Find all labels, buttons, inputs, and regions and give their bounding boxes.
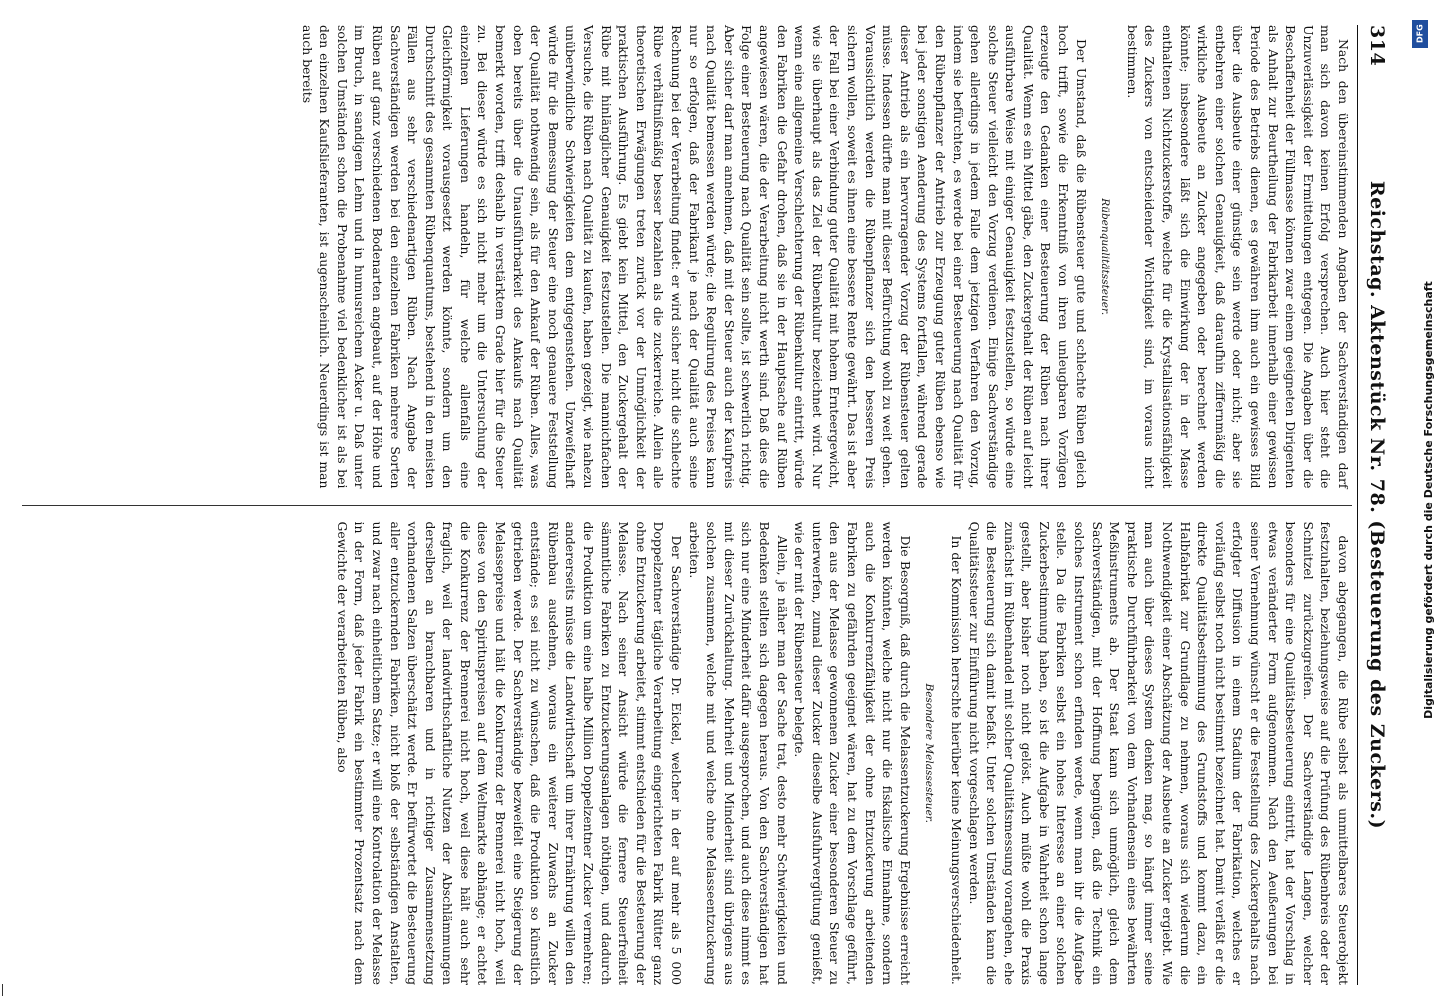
text-columns [22,25,1352,985]
right-column [22,522,1352,986]
paragraph: Allein, je näher man der Sache trat, desto mehr Schwierigkeiten und Bedenken stellten sich dagegen heraus. Von den Sachverständigen hat sich nur eine Minderheit dafür ausgesprochen, und auch diese nimmt es mit dieser Zurückhaltung. Mehrheit und Minderheit sind übrigens aus solchen zusammen, welche mit und welche ohne Melasseentzuckerung arbeiten. [686,521,790,985]
page-header [1362,25,1392,985]
header-rule [1357,25,1358,985]
section-heading: Rübenqualitätssteuer. [1099,198,1112,316]
paragraph: In der Kommission herrschte hierüber keine Meinungsverschiedenheit. [948,535,964,985]
page-number: 314 [1366,25,1388,67]
dfg-logo: DFG [1412,20,1428,48]
paragraph: Die Besorgniß, daß durch die Melassentzuckerung Ergebnisse erreicht werden könnten, welche nicht nur die fiskalische Einnahme, sondern auch die Konkurrenzfähigkeit der ohne Entzuckerung arbeitenden Fabriken zu gefährden geeignet wären, hat zu dem Vorschlage geführt, den aus der Melasse gewonnenen Zucker einer besonderen Steuer zu unterwerfen, zumal dieser Zucker dieselbe Ausfuhrvergütung genießt, wie der mit der Rübensteuer belegte. [792,521,913,985]
section-heading: Besondere Melassesteuer. [923,683,936,823]
scan-corner-mark [2,984,7,996]
digitization-credit [1406,20,1435,980]
paragraph: Der Umstand, daß die Rübensteuer gute und schlechte Rüben gleich hoch trifft, sowie die Erkenntniß von ihren unleugbaren Vorzügen erzeugte den Gedanken einer Besteuerung der Rüben nach ihrer Qualität. Wenn es ein Mittel gäbe, den Zuckergehalt der Rüben auf leicht ausführbare Weise mit einiger Genauigkeit festzustellen, so würde eine solche Steuer vielleicht den Vorzug verdienen. Einige Sachverständige gehen allerdings in jedem Falle dem jetzigen Verfahren den Vorzug, indem sie befürchten, es werde bei einer Besteuerung nach Qualität für den Rübenpflanzer der Antrieb zur Erzeugung guter Rüben ebenso wie bei jeder sonstigen Aenderung des Systems fortfallen, während gerade dieser Antrieb als ein hervorragender Vorzug der Rübensteuer gelten müsse. Indessen dürfte man mit dieser Befürchtung wohl zu weit gehen. Voraussichtlich werden die Rübenpflanzer sich den besseren Preis sichern wollen, soweit es ihnen eine bessere Rente gewährt. Das ist aber der Fall bei einer Verbindung guter Qualität mit hohem Ernteergewicht, wie sie überhaupt als das Ziel der Rübenkultur bezeichnet wird. Nur wenn eine allgemeine Verschlechterung der Rübenkultur eintritt, würde den Fabriken die Gefahr drohen, daß sie in der Hauptsache auf Rüben angewiesen wären, die der Verarbeitung nicht werth sind. Daß dies die Folge einer Besteuerung nach Qualität sein sollte, ist schwerlich richtig. Aber sicher darf man annehmen, daß mit der Steuer auch der Kaufpreis nach Qualität bemessen werden würde; die Regulirung des Preises kann nur so erfolgen, daß der Fabrikant je nach der Qualität auch seine Rechnung bei der Verarbeitung findet: er wird sicher nicht die schlechte Rübe verhältnißmäßig besser bezahlen als die zuckerreiche. Allein alle theoretischen Erwägungen treten zurück vor der Unmöglichkeit der praktischen Ausführung. Es giebt kein Mittel, den Zuckergehalt der Rübe mit hinlänglicher Genauigkeit festzustellen. Die mannichfachen Versuche, die Rüben nach Qualität zu kaufen, haben gezeigt, wie nahezu unüberwindliche Schwierigkeiten dem entgegenstehen. Unzweifelhaft würde für die Bemessung der Steuer eine noch genauere Feststellung der Qualität nothwendig sein, als für den Ankauf der Rüben. Alles, was oben bereits über die Unausführbarkeit des Ankaufs nach Qualität bemerkt worden, trifft deshalb in verstärktem Grade hier für die Steuer zu. Bei dieser würde es sich nicht mehr um die Untersuchung der einzelnen Lieferungen handeln, für welche allenfalls eine Gleichförmigkeit vorausgesetzt werden könnte, sondern um den Durchschnitt des gesammten Rübenquantums, bestehend in den meisten Fällen aus sehr verschiedenartigen Rüben. Nach Angabe der Sachverständigen werden bei den einzelnen Fabriken mehrere Sorten Rüben auf ganz verschiedenen Bodenarten angebaut, auf der Höhe und im Bruch, in sandigem Lehm und in humusreichem Acker u. Daß unter solchen Umständen schon die Probenahme viel bedenklicher ist als bei den einzelnen Kaufslieferanten, ist augenscheinlich. Neuerdings ist man auch bereits [299,25,1089,489]
credit-text: Digitalisierung gefördert durch die Deutsche Forschungsgemeinschaft [1422,281,1435,719]
paragraph: Nach den übereinstimmenden Angaben der Sachverständigen darf man sich davon keinen Erfolg versprechen. Auch hier steht die Unzuverlässigkeit der Ermittelungen entgegen. Die Angaben über die Beschaffenheit der Füllmasse können zwar einem geeigneten Dirigenten als Anhalt zur Beurtheilung der Fabrikarbeit innerhalb einer gewissen Periode des Betriebs dienen, es gewähren ihm auch ein gewisses Bild über die Ausbeute einer günstige sein werde oder nicht; aber sie entbehren einer solchen Genauigkeit, daß daraufhin ziffernmäßig die wirkliche Ausbeute an Zucker angegeben oder berechnet werden könnte; insbesondere läßt sich die Einwirkung der in der Masse enthaltenen Nichtzuckerstoffe, welche für die Krystallisationsfähigkeit des Zuckers von entscheidender Wichtigkeit sind, im voraus nicht bestimmen. [1124,25,1351,489]
column-divider [22,505,1352,506]
paragraph: Der Sachverständige Dr. Eickel, welcher in der auf mehr als 5 000 Doppelzentner tägliche Verarbeitung eingerichteten Fabrik Rütter ganz ohne Entzuckerung arbeitet, stimmt entschieden für die Besteuerung der Melasse. Nach seiner Ansicht würde die fernere Steuerfreiheit sämmtliche Fabriken zu Entzuckerungsanlagen nöthigen, und dadurch die Produktion um eine halbe Million Doppelzentner Zucker vermehren; andererseits müsse die Landwirthschaft um ihrer Ernährung willen den Rübenbau ausdehnen, woraus ein weiterer Zuwachs an Zucker entstände; es sei nicht zu wünschen, daß die Produktion so künstlich getrieben werde. Der Sachverständige bezweifelt eine Steigerung der Melassepreise und hält die Konkurrenz der Brennerei nicht hoch, weil diese von den Spirituspreisen auf dem Weltmarkte abhänge; er achtet die Konkurrenz der Brennerei nicht hoch, weil diese hält auch sehr fraglich, weil der landwirthschaftliche Nutzen der Abschlämmungen derselben an branchbaren und in richtiger Zusammensetzung vorhandenen Salzen überschätzt werde. Er befürwortet die Besteuerung aller entzuckernden Fabriken, nicht bloß der selbständigen Anstalten, und zwar nach einheitlichem Satze; er will eine Kontrolation der Melasse in der Form, daß jeder Fabrik ein bestimmter Prozentsatz nach dem Gewichte der verarbeiteten Rüben, also [334,521,685,985]
rotated-page-content [22,25,1392,985]
paragraph: davon abgegangen, die Rübe selbst als unmittelbares Steuerobjekt festzuhalten, beziehungsweise auf die Prüfung des Rübenbreis oder der Schnitzel zurückzugreifen. Der Sachverständige Langen, welcher besonders für eine Qualitätsbesteuerung eintritt, hat der Vorschlag in etwas veränderter Form aufgenommen. Nach den Aeußerungen bei seiner Vernehmung wünscht er die Feststellung des Zuckergehalts nach erfolgter Diffusion in einem Stadium der Fabrikation, welches er vorläufig selbst noch nicht bestimmt bezeichnet hat. Damit verläßt er die direkte Qualitätsbestimmung des Grundstoffs und kommt dazu, ein Halbfabrikat zur Grundlage zu nehmen, woraus sich wiederum die Nothwendigkeit einer Abschätzung der Ausbeute an Zucker ergiebt. Wie man auch über dieses System denken mag, so hängt immer seine praktische Durchführbarkeit von dem Vorhandensein eines bewährten Meßinstruments ab. Der Staat kann sich unmöglich, gleich dem Sachverständigen, mit der Hoffnung begnügen, daß die Technik ein solches Instrument schon erfinden werde, wenn man ihr die Aufgabe stelle. Da die Fabriken selbst ein hohes Interesse an einer solchen Zuckerbestimmung haben, so ist die Aufgabe in Wahrheit schon lange gestellt, aber bisher noch nicht gelöst. Auch müßte wohl die Praxis zunächst im Rübenhandel mit solcher Qualitätsmessung vorangehen, ehe die Besteuerung sich damit befaßt. Unter solchen Umständen kann die Qualitätssteuer zur Einführung nicht vorgeschlagen werden. [966,521,1351,985]
running-title: Reichstag. Aktenstück Nr. 78. (Besteuerung des Zuckers.) [1366,180,1388,830]
left-column [22,25,1352,489]
